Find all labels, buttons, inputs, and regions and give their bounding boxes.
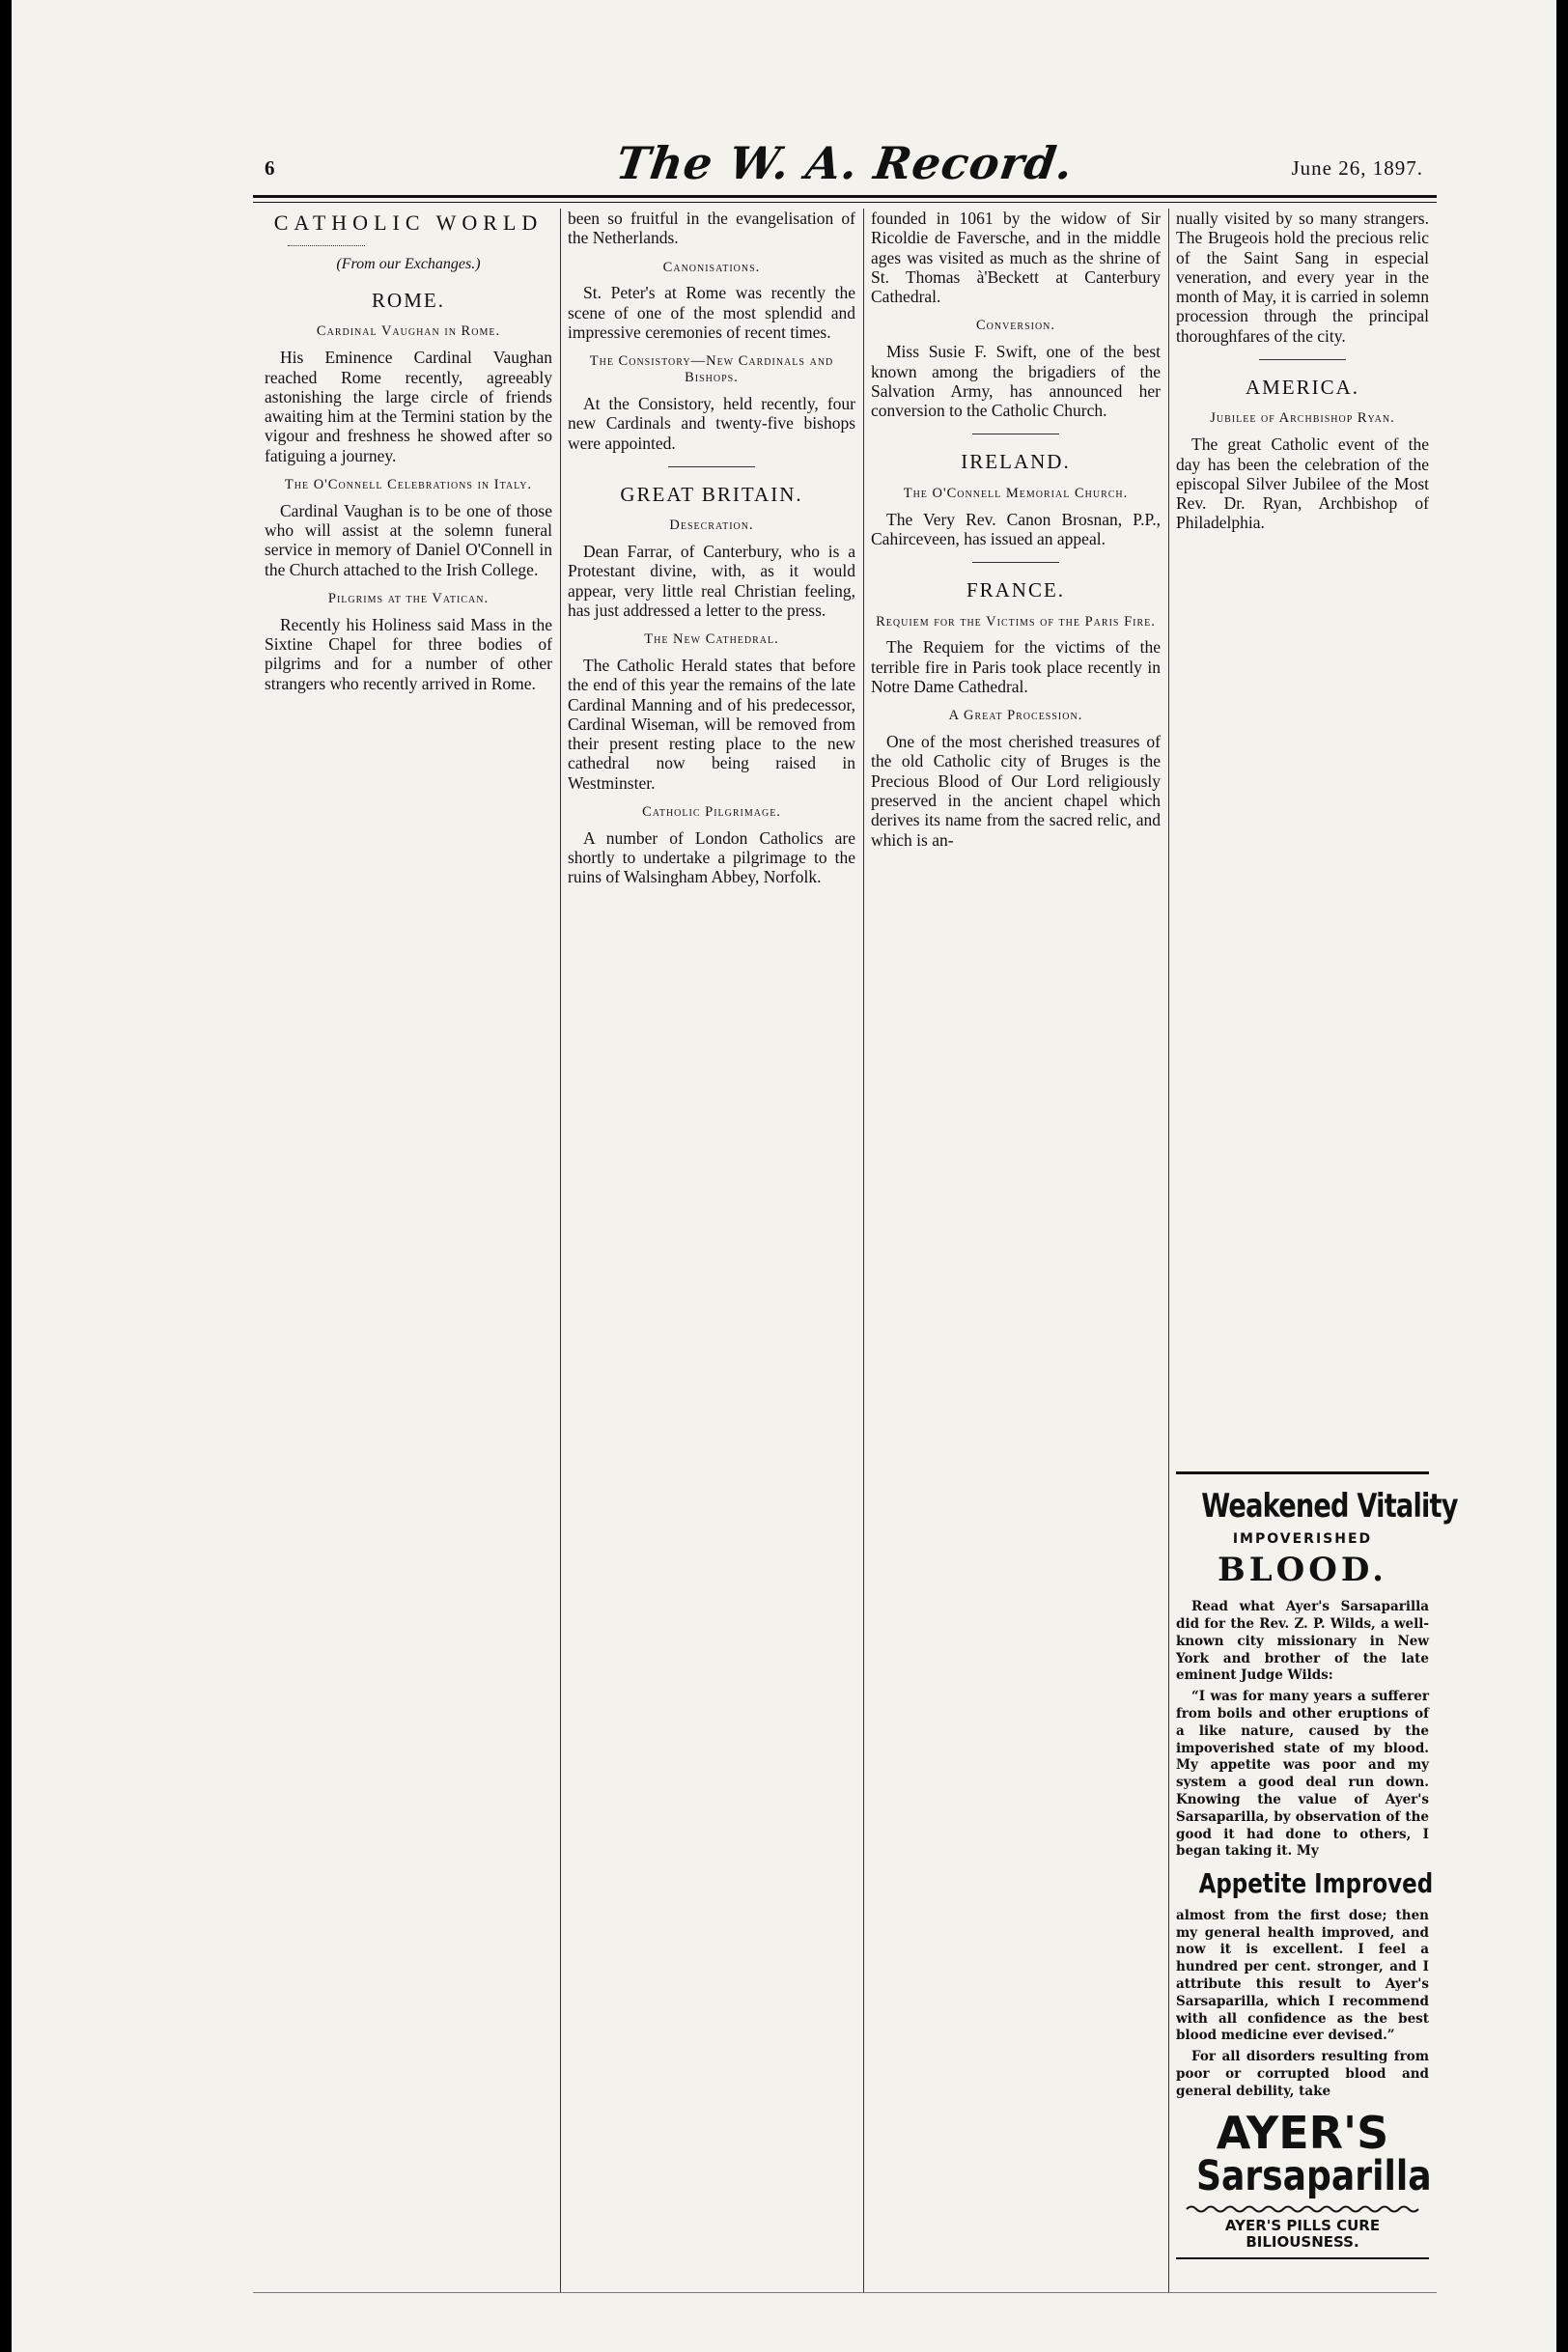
section-heading-great-britain: GREAT BRITAIN. bbox=[620, 482, 803, 506]
ad-brand: AYER'S bbox=[1216, 2106, 1389, 2159]
exchanges-note: (From our Exchanges.) bbox=[336, 255, 481, 272]
article-heading: The New Cathedral. bbox=[644, 631, 779, 648]
article-heading: Pilgrims at the Vatican. bbox=[327, 591, 490, 607]
ad-headline: Weakened Vitality bbox=[1201, 1487, 1458, 1526]
article-body: St. Peter's at Rome was recently the scene of one of the most splendid and impressive ceremonies of recent times. bbox=[568, 283, 855, 342]
article-body: Miss Susie F. Swift, one of the best known among the brigadiers of the Salvation Army, has announced her conversion to the Catholic Church. bbox=[871, 342, 1161, 421]
article-body: been so fruitful in the evangelisation of the Netherlands. bbox=[568, 209, 855, 248]
article-heading: Desecration. bbox=[669, 518, 754, 534]
article-heading: Catholic Pilgrimage. bbox=[642, 804, 781, 821]
column-3 bbox=[871, 209, 1161, 2290]
masthead-title: The W. A. Record. bbox=[612, 137, 1078, 189]
ad-appetite-heading: Appetite Improved bbox=[1198, 1867, 1434, 1900]
article-heading: Jubilee of Archbishop Ryan. bbox=[1210, 410, 1395, 427]
column-2 bbox=[568, 209, 855, 2290]
article-heading: A Great Procession. bbox=[948, 708, 1083, 724]
article-body: The great Catholic event of the day has been the celebration of the episcopal Silver Jubilee of the Most Rev. Dr. Ryan, Archbishop of Philadelphia. bbox=[1176, 434, 1429, 533]
column-rule bbox=[1168, 209, 1169, 2292]
section-heading-catholic-world: CATHOLIC WORLD bbox=[273, 210, 544, 235]
article-body: founded in 1061 by the widow of Sir Ricoldie de Faversche, and in the middle ages was visited as much as the shrine of St. Thomas à'Beckett at Canterbury Cathedral. bbox=[871, 209, 1161, 307]
article-heading: Requiem for the Victims of the Paris Fire. bbox=[876, 613, 1156, 630]
ad-intro: Read what Ayer's Sarsaparilla did for the Rev. Z. P. Wilds, a well-known city missionary in New York and brother of the late eminent Judge Wilds: bbox=[1176, 1599, 1429, 1684]
article-heading: The Consistory—New Cardinals and Bishops. bbox=[589, 353, 834, 386]
article-body: nually visited by so many strangers. The Brugeois hold the precious relic of the Saint Sang in especial veneration, and every year in the month of May, it is carried in solemn procession through the principal thoroughfares of the city. bbox=[1176, 209, 1429, 346]
section-rule bbox=[972, 562, 1059, 563]
masthead bbox=[253, 135, 1437, 193]
section-rule bbox=[1259, 359, 1346, 360]
article-body: At the Consistory, held recently, four new Cardinals and twenty-five bishops were appointed. bbox=[568, 393, 855, 453]
article-body: One of the most cherished treasures of the old Catholic city of Bruges is the Precious Blood of Our Lord religiously preserved in the ancient chapel which derives its name from the sacred relic, and which is an- bbox=[871, 732, 1161, 850]
section-heading-france: FRANCE. bbox=[966, 578, 1066, 602]
newspaper-page bbox=[253, 135, 1458, 2298]
article-body: Cardinal Vaughan is to be one of those who will assist at the solemn funeral service in memory of Daniel O'Connell in the Church attached to the Irish College. bbox=[265, 500, 552, 579]
newspaper-sheet bbox=[12, 0, 1556, 2352]
section-heading-rome: ROME. bbox=[372, 289, 445, 313]
ad-slogan: AYER'S PILLS CURE BILIOUSNESS. bbox=[1224, 2216, 1381, 2252]
columns bbox=[253, 209, 1458, 2294]
issue-date: June 26, 1897. bbox=[1291, 156, 1423, 180]
page-number: 6 bbox=[265, 156, 275, 180]
article-heading: Conversion. bbox=[975, 318, 1056, 334]
column-rule bbox=[863, 209, 864, 2292]
ad-subheadline: IMPOVERISHED bbox=[1232, 1531, 1373, 1548]
article-body: The Requiem for the victims of the terrible fire in Paris took place recently in Notre Dame Cathedral. bbox=[871, 637, 1161, 697]
article-body: Recently his Holiness said Mass in the Sixtine Chapel for three bodies of pilgrims and for a number of other strangers who recently arrived in Rome. bbox=[265, 614, 552, 693]
article-heading: Canonisations. bbox=[662, 259, 761, 275]
column-4 bbox=[1176, 209, 1458, 2290]
article-body: Dean Farrar, of Canterbury, who is a Protestant divine, with, as it would appear, very little real Christian feeling, has just addressed a letter to the press. bbox=[568, 541, 855, 620]
article-body: His Eminence Cardinal Vaughan reached Rome recently, agreeably astonishing the large circle of friends awaiting him at the Termini station by the vigour and freshness he showed after so fatiguing a journey. bbox=[265, 348, 552, 465]
column-rule bbox=[560, 209, 561, 2292]
section-rule bbox=[668, 466, 755, 467]
masthead-rule bbox=[253, 195, 1437, 203]
page-foot-rule bbox=[253, 2292, 1437, 2293]
dotted-rule bbox=[288, 245, 365, 246]
article-body: The Very Rev. Canon Brosnan, P.P., Cahirceveen, has issued an appeal. bbox=[871, 509, 1161, 548]
ad-rule bbox=[1176, 1471, 1429, 1474]
advertisement-ayers-sarsaparilla bbox=[1176, 1471, 1458, 2259]
ad-testimonial: “I was for many years a sufferer from boils and other eruptions of a like nature, caused by the impoverished state of my blood. My appetite was poor and my system a good deal run down. Knowing the value of Ayer's Sarsaparilla, by observation of the good it had done to others, I began taking it. My bbox=[1176, 1689, 1429, 1860]
ad-product: Sarsaparilla bbox=[1195, 2151, 1432, 2200]
section-heading-ireland: IRELAND. bbox=[961, 450, 1071, 474]
ad-testimonial-continued: almost from the first dose; then my general health improved, and now it is excellent. I feel a hundred per cent. stronger, and I attribute this result to Ayer's Sarsaparilla, which I recommend with all confidence as the best blood medicine ever devised.” bbox=[1176, 1907, 1429, 2044]
article-heading: The O'Connell Memorial Church. bbox=[903, 485, 1129, 501]
article-heading: The O'Connell Celebrations in Italy. bbox=[284, 477, 533, 493]
ad-wave-ornament bbox=[1187, 2204, 1418, 2214]
article-body: The Catholic Herald states that before the end of this year the remains of the late Cardinal Manning and of his predecessor, Cardinal Wiseman, will be removed from their present resting place to the new cathedral now being raised in Westminster. bbox=[568, 655, 855, 793]
section-heading-america: AMERICA. bbox=[1245, 376, 1360, 400]
ad-disorders: For all disorders resulting from poor or corrupted blood and general debility, take bbox=[1176, 2049, 1429, 2099]
column-1 bbox=[265, 209, 552, 2290]
article-body: A number of London Catholics are shortly to undertake a pilgrimage to the ruins of Walsingham Abbey, Norfolk. bbox=[568, 827, 855, 887]
ad-blood-title: BLOOD. bbox=[1218, 1550, 1387, 1589]
ad-rule bbox=[1176, 2257, 1429, 2259]
article-heading: Cardinal Vaughan in Rome. bbox=[316, 323, 501, 340]
